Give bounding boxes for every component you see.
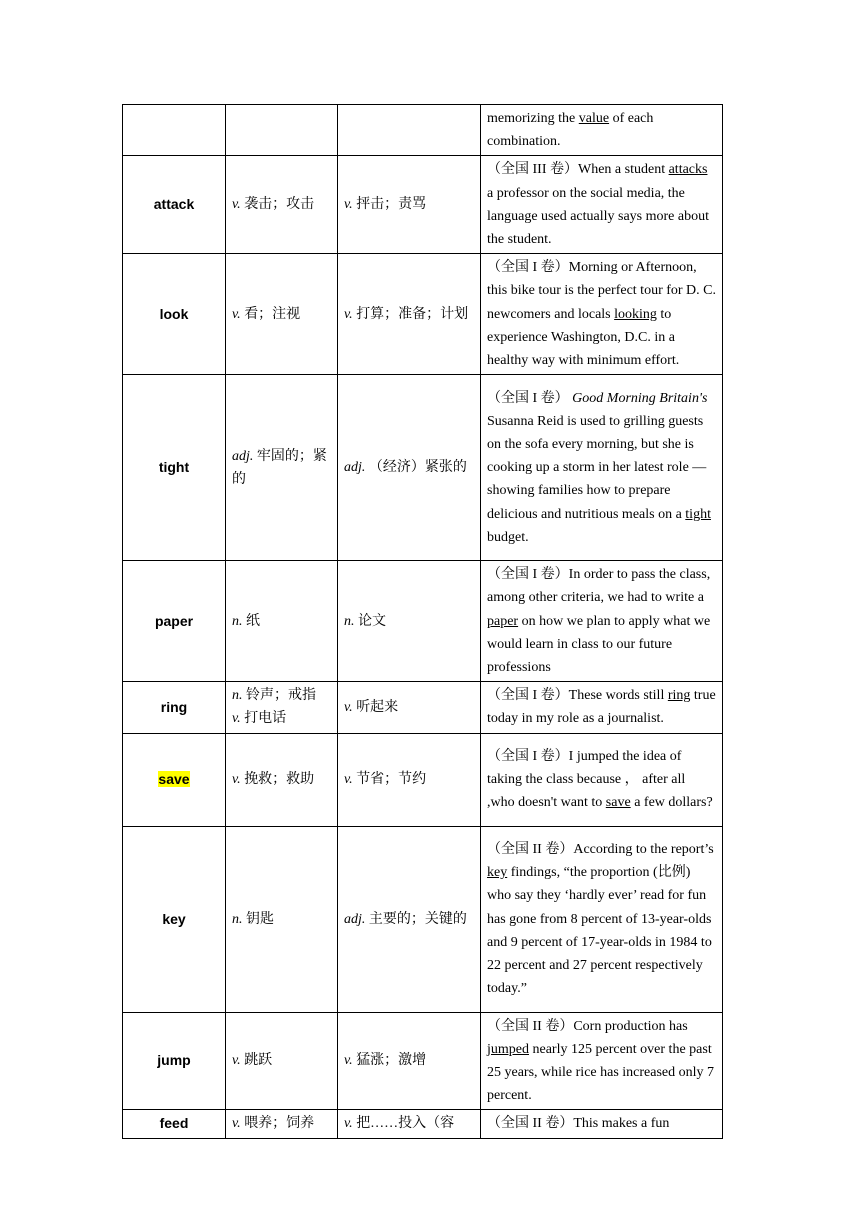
word-cell: key [123,826,226,1012]
word-cell [123,105,226,156]
basic-meaning-cell: v. 看；注视 [226,254,338,375]
extended-meaning-cell: n. 论文 [338,561,481,682]
table-row [123,156,723,254]
word-cell [123,733,226,826]
key-word-underlined: save [605,795,631,811]
key-word-underlined: attacks [668,162,708,178]
example-cell: （全国 I 卷）In order to pass the class, among other criteria, we had to write a paper on how we plan to apply what we would learn in class to our future professions [481,561,723,682]
extended-meaning-cell: v. 抨击；责骂 [338,156,481,254]
example-cell: （全国 I 卷）I jumped the idea of taking the class because ， after all ,who doesn't want to save a few dollars? [481,733,723,826]
extended-meaning-cell: v. 听起来 [338,682,481,733]
source-label: （全国 I 卷） [487,567,569,583]
word-cell: jump [123,1012,226,1110]
word-cell: paper [123,561,226,682]
key-word-underlined: value [578,111,610,126]
basic-meaning-cell: v. 挽救；救助 [226,733,338,826]
source-label: （全国 III 卷） [487,162,578,178]
table-row [123,105,723,156]
italic-title: Good Morning Britain's [572,390,708,406]
extended-meaning-cell: v. 节省；节约 [338,733,481,826]
key-word-underlined: tight [685,506,711,522]
extended-meaning-cell [338,105,481,156]
example-cell: （全国 II 卷）This makes a fun [481,1110,723,1138]
example-cell: （全国 II 卷）Corn production has jumped nearly 125 percent over the past 25 years, while rice has increased only 7 percent. [481,1012,723,1110]
key-word-underlined: key [487,865,508,881]
highlighted-word: save [158,771,190,788]
basic-meaning-cell: adj. 牢固的；紧的 [226,375,338,561]
basic-meaning-cell: v. 喂养；饲养 [226,1110,338,1138]
table-row [123,561,723,682]
example-cell: （全国 I 卷）These words still ring true today in my role as a journalist. [481,682,723,733]
source-label: （全国 I 卷） [487,688,569,704]
key-word-underlined: jumped [487,1041,529,1057]
table-row [123,1110,723,1138]
table-row [123,733,723,826]
extended-meaning-cell: v. 把……投入（容 [338,1110,481,1138]
extended-meaning-cell: v. 猛涨；激增 [338,1012,481,1110]
word-cell: look [123,254,226,375]
source-label: （全国 II 卷） [487,841,574,857]
table-row [123,682,723,733]
table-row [123,375,723,561]
basic-meaning-cell: n. 铃声；戒指 v. 打电话 [226,682,338,733]
source-label: （全国 II 卷） [487,1018,574,1034]
basic-meaning-cell [226,105,338,156]
example-cell: （全国 I 卷） Good Morning Britain's Susanna Reid is used to grilling guests on the sofa every morning, but she is cooking up a storm in her latest role — showing families how to prepare delicious and nutritious meals on a tight budget. [481,375,723,561]
basic-meaning-cell: n. 钥匙 [226,826,338,1012]
source-label: （全国 I 卷） [487,748,569,764]
example-cell: （全国 III 卷）When a student attacks a professor on the social media, the language used actually says more about the student. [481,156,723,254]
word-cell: feed [123,1110,226,1138]
example-cell: memorizing the value of each combination. [481,105,723,156]
extended-meaning-cell: adj. （经济）紧张的 [338,375,481,561]
key-word-underlined: ring [667,688,691,704]
source-label: （全国 I 卷） [487,390,569,406]
key-word-underlined: looking [614,306,657,322]
vocabulary-table [122,104,723,1139]
basic-meaning-cell: v. 袭击；攻击 [226,156,338,254]
table-row [123,826,723,1012]
basic-meaning-cell: n. 纸 [226,561,338,682]
extended-meaning-cell: adj. 主要的；关键的 [338,826,481,1012]
extended-meaning-cell: v. 打算；准备；计划 [338,254,481,375]
table-row [123,1012,723,1110]
word-cell: attack [123,156,226,254]
source-label: （全国 I 卷） [487,260,569,276]
word-cell: ring [123,682,226,733]
word-cell: tight [123,375,226,561]
table-row [123,254,723,375]
example-cell: （全国 I 卷）Morning or Afternoon, this bike tour is the perfect tour for D. C. newcomers and locals looking to experience Washington, D.C. in a healthy way with minimum effort. [481,254,723,375]
example-cell: （全国 II 卷）According to the report’s key findings, “the proportion (比例) who say they ‘hardly ever’ read for fun has gone from 8 percent of 13-year-olds and 9 percent of 17-year-olds in 1984 to 22 percent and 27 percent respectively today.” [481,826,723,1012]
basic-meaning-cell: v. 跳跃 [226,1012,338,1110]
source-label: （全国 II 卷） [487,1116,574,1132]
key-word-underlined: paper [487,613,519,629]
